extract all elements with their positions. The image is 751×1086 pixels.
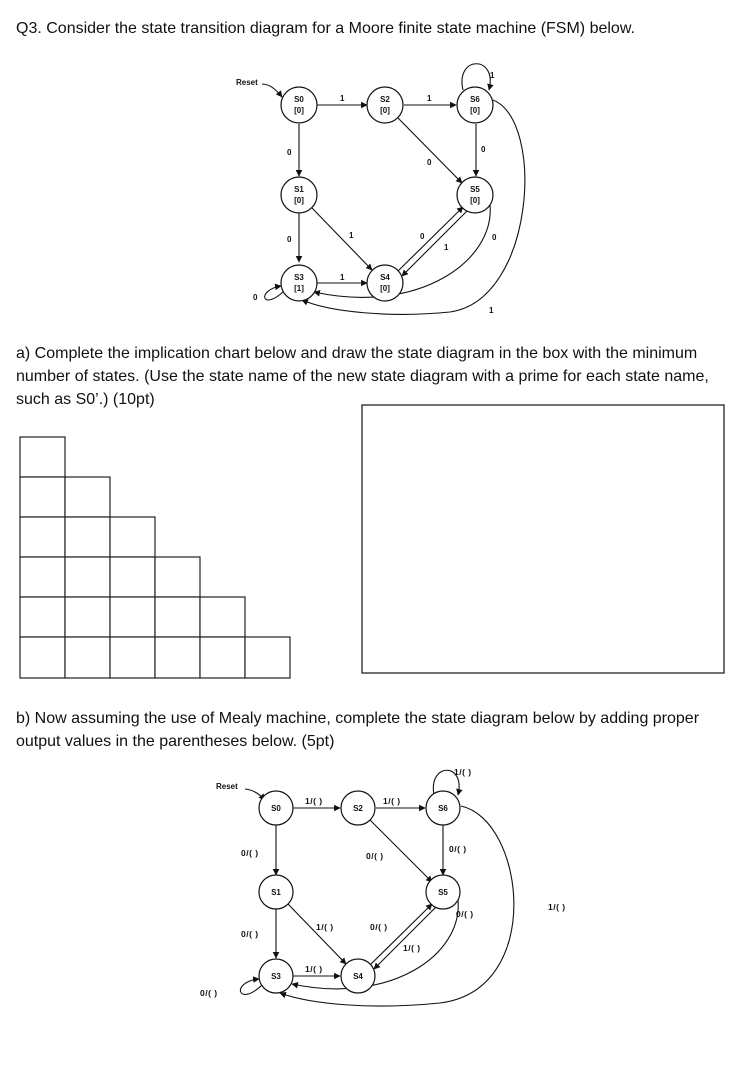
mealy-state-s1-name: S1 bbox=[271, 888, 281, 897]
mealy-label-s1-s3[interactable]: 0/( ) bbox=[241, 929, 259, 939]
moore-state-s6-output: [0] bbox=[470, 106, 480, 115]
mealy-label-s3-s4[interactable]: 1/( ) bbox=[305, 964, 323, 974]
mealy-state-s6-name: S6 bbox=[438, 804, 448, 813]
moore-label-s5-s3: 0 bbox=[492, 233, 497, 242]
mealy-state-s0-name: S0 bbox=[271, 804, 281, 813]
mealy-state-s3 bbox=[259, 959, 293, 993]
part-b-text: b) Now assuming the use of Mealy machine, complete the state diagram below by adding proper output values in the parentheses below. (5pt) bbox=[16, 710, 700, 750]
moore-reset-label: Reset bbox=[236, 78, 258, 87]
mealy-edge-s5-s4 bbox=[374, 907, 436, 969]
mealy-label-s0-s2[interactable]: 1/( ) bbox=[305, 796, 323, 806]
moore-state-s0-output: [0] bbox=[294, 106, 304, 115]
mealy-state-s2-name: S2 bbox=[353, 804, 363, 813]
mealy-state-s0 bbox=[259, 791, 293, 825]
moore-label-s3-self: 0 bbox=[253, 293, 258, 302]
moore-state-s1-output: [0] bbox=[294, 196, 304, 205]
moore-state-s2-name: S2 bbox=[380, 95, 390, 104]
moore-label-s4-s5: 0 bbox=[420, 232, 425, 241]
mealy-reset-label: Reset bbox=[216, 782, 238, 791]
mealy-label-s0-s1[interactable]: 0/( ) bbox=[241, 848, 259, 858]
part-a-text: a) Complete the implication chart below and draw the state diagram in the box with the minimum number of states. (Use the state name of the new state diagram with a prime for each state name, such as S0’.) (10pt) bbox=[16, 345, 709, 408]
mealy-state-s1 bbox=[259, 875, 293, 909]
mealy-label-s2-s5[interactable]: 0/( ) bbox=[366, 851, 384, 861]
moore-state-s6-name: S6 bbox=[470, 95, 480, 104]
mealy-state-s5 bbox=[426, 875, 460, 909]
moore-label-s0-s2: 1 bbox=[340, 94, 345, 103]
moore-label-s6-s5: 0 bbox=[481, 145, 486, 154]
mealy-label-s6-s5[interactable]: 0/( ) bbox=[449, 844, 467, 854]
mealy-label-s5-s4[interactable]: 1/( ) bbox=[403, 943, 421, 953]
moore-state-s4-name: S4 bbox=[380, 273, 390, 282]
moore-label-s2-s6: 1 bbox=[427, 94, 432, 103]
mealy-state-s2 bbox=[341, 791, 375, 825]
mealy-state-s3-name: S3 bbox=[271, 972, 281, 981]
moore-label-s2-s5: 0 bbox=[427, 158, 432, 167]
moore-label-s1-s4: 1 bbox=[349, 231, 354, 240]
mealy-state-s4 bbox=[341, 959, 375, 993]
moore-state-s1-name: S1 bbox=[294, 185, 304, 194]
moore-label-s3-s4: 1 bbox=[340, 273, 345, 282]
question-title: Q3. Consider the state transition diagram for a Moore finite state machine (FSM) below. bbox=[16, 20, 635, 37]
moore-label-s5-s4: 1 bbox=[444, 243, 449, 252]
moore-state-s4-output: [0] bbox=[380, 284, 390, 293]
moore-label-s6-s3: 1 bbox=[489, 306, 494, 315]
mealy-label-s2-s6[interactable]: 1/( ) bbox=[383, 796, 401, 806]
moore-state-s5-name: S5 bbox=[470, 185, 480, 194]
moore-state-s2-output: [0] bbox=[380, 106, 390, 115]
mealy-label-s1-s4[interactable]: 1/( ) bbox=[316, 922, 334, 932]
moore-label-s6-self: 1 bbox=[490, 71, 495, 80]
moore-label-s0-s1: 0 bbox=[287, 148, 292, 157]
moore-state-s3-output: [1] bbox=[294, 284, 304, 293]
moore-label-s1-s3: 0 bbox=[287, 235, 292, 244]
moore-state-s0-name: S0 bbox=[294, 95, 304, 104]
mealy-label-s6-s3[interactable]: 1/( ) bbox=[548, 902, 566, 912]
moore-state-s3-name: S3 bbox=[294, 273, 304, 282]
moore-state-s5-output: [0] bbox=[470, 196, 480, 205]
mealy-label-s4-s5[interactable]: 0/( ) bbox=[370, 922, 388, 932]
mealy-state-s6 bbox=[426, 791, 460, 825]
mealy-state-s4-name: S4 bbox=[353, 972, 363, 981]
mealy-edge-s3-self bbox=[240, 979, 262, 994]
mealy-edge-s1-s4 bbox=[288, 904, 346, 964]
mealy-state-s5-name: S5 bbox=[438, 888, 448, 897]
mealy-label-s5-s3[interactable]: 0/( ) bbox=[456, 909, 474, 919]
mealy-edge-s4-s5 bbox=[370, 904, 432, 965]
mealy-label-s6-self[interactable]: 1/( ) bbox=[454, 767, 472, 777]
mealy-label-s3-self[interactable]: 0/( ) bbox=[200, 988, 218, 998]
